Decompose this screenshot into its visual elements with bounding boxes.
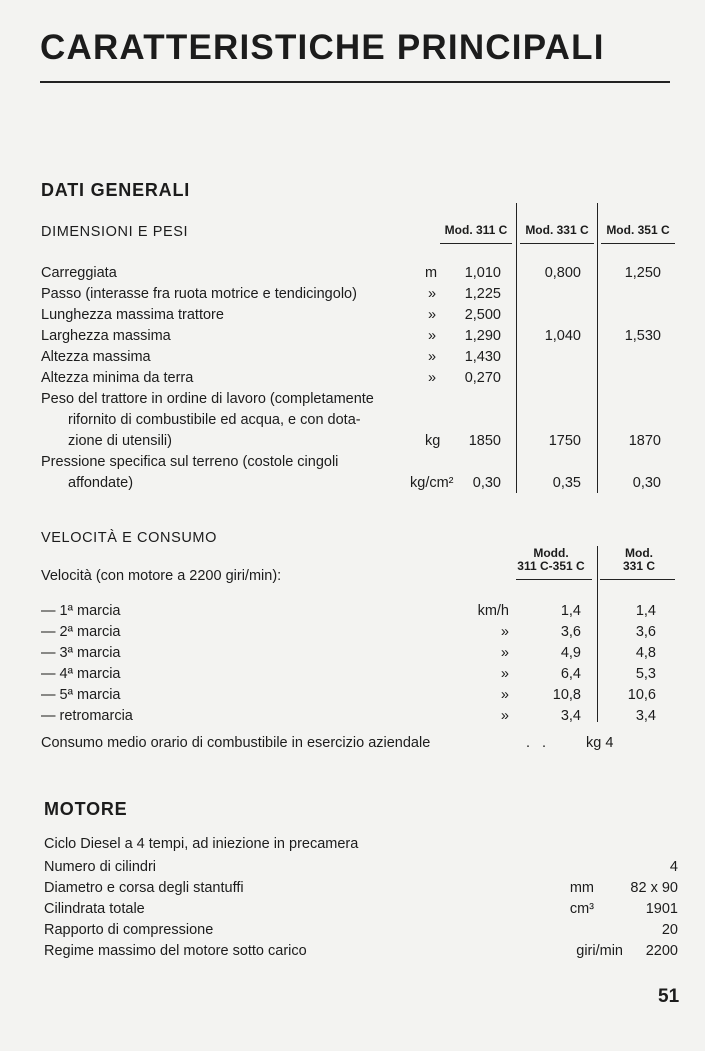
table-row xyxy=(41,643,475,663)
motore-intro: Ciclo Diesel a 4 tempi, ad iniezione in precamera xyxy=(44,836,359,852)
velocita-subheading: Velocità (con motore a 2200 giri/min): xyxy=(41,568,282,584)
dot-leader xyxy=(217,920,548,940)
dot-leader xyxy=(155,347,410,367)
column-divider xyxy=(516,203,517,493)
dot-leader xyxy=(125,622,472,642)
cell-value: 0,270 xyxy=(464,370,501,386)
row-label: Lunghezza massima trattore xyxy=(41,307,224,323)
table-row xyxy=(41,326,414,346)
row-unit: giri/min xyxy=(576,943,623,959)
dot-leader xyxy=(125,685,472,705)
row-unit: » xyxy=(500,687,509,703)
consumo-value: kg 4 xyxy=(586,735,614,751)
dot-leader xyxy=(248,878,548,898)
column-header-rule xyxy=(520,243,594,244)
column-header-rule xyxy=(516,579,592,580)
row-label: rifornito di combustibile ed acqua, e con dota- xyxy=(68,412,361,428)
cell-value: 1,530 xyxy=(624,328,661,344)
dot-leader xyxy=(125,643,472,663)
table-row xyxy=(41,347,414,367)
table-row xyxy=(41,452,414,472)
row-unit: » xyxy=(428,307,437,323)
column-header-rule xyxy=(601,243,675,244)
consumo-leader: . . xyxy=(526,735,551,751)
cell-value: 4,9 xyxy=(560,645,581,661)
row-label: Altezza minima da terra xyxy=(41,370,194,386)
table-row xyxy=(44,941,552,961)
cell-value: 1,250 xyxy=(624,265,661,281)
cell-value: 1,225 xyxy=(464,286,501,302)
table-row xyxy=(44,899,552,919)
row-unit: » xyxy=(500,708,509,724)
column-divider xyxy=(597,203,598,493)
row-unit: » xyxy=(500,645,509,661)
table-row xyxy=(41,601,475,621)
cell-value: 6,4 xyxy=(560,666,581,682)
cell-value: 10,8 xyxy=(552,687,581,703)
row-unit: » xyxy=(428,349,437,365)
subsection-heading-velocita: VELOCITÀ E CONSUMO xyxy=(41,530,217,546)
row-label: Altezza massima xyxy=(41,349,151,365)
cell-value: 1850 xyxy=(468,433,501,449)
cell-value: 1,4 xyxy=(635,603,656,619)
table-row xyxy=(41,706,475,726)
row-label: Larghezza massima xyxy=(41,328,171,344)
consumo-label: Consumo medio orario di combustibile in esercizio aziendale xyxy=(41,735,431,751)
dot-leader xyxy=(176,431,410,451)
row-label: Rapporto di compressione xyxy=(44,922,214,938)
table-row xyxy=(41,664,475,684)
page-number: 51 xyxy=(658,986,680,1007)
column-header: Modd. xyxy=(533,546,569,560)
row-unit: m xyxy=(425,265,438,281)
cell-value: 1,010 xyxy=(464,265,501,281)
cell-value: 3,4 xyxy=(635,708,656,724)
cell-value: 1,040 xyxy=(544,328,581,344)
page-title: CARATTERISTICHE PRINCIPALI xyxy=(40,28,605,67)
cell-value: 3,6 xyxy=(560,624,581,640)
column-header: 311 C-351 C xyxy=(517,559,585,573)
row-unit: » xyxy=(500,624,509,640)
cell-value: 0,35 xyxy=(552,475,581,491)
column-header: Mod. xyxy=(625,546,653,560)
cell-value: 4,8 xyxy=(635,645,656,661)
row-unit: cm³ xyxy=(569,901,594,917)
dot-leader xyxy=(175,326,410,346)
column-header: 331 C xyxy=(622,559,656,573)
table-row xyxy=(41,305,414,325)
row-unit: » xyxy=(428,370,437,386)
section-heading-dati-generali: DATI GENERALI xyxy=(41,180,191,200)
row-unit: kg/cm² xyxy=(410,475,454,491)
row-unit: » xyxy=(500,666,509,682)
column-divider xyxy=(597,546,598,722)
row-label: — 3ª marcia xyxy=(41,645,121,661)
table-row xyxy=(44,920,552,940)
cell-value: 0,30 xyxy=(472,475,501,491)
subsection-heading-dimensioni: DIMENSIONI E PESI xyxy=(41,224,189,240)
table-row xyxy=(41,685,475,705)
table-row xyxy=(44,878,552,898)
row-unit: » xyxy=(428,328,437,344)
cell-value: 1901 xyxy=(645,901,678,917)
row-label: Cilindrata totale xyxy=(44,901,145,917)
row-unit: mm xyxy=(569,880,594,896)
row-label: Carreggiata xyxy=(41,265,117,281)
table-row xyxy=(41,368,414,388)
row-label: Regime massimo del motore sotto carico xyxy=(44,943,307,959)
row-label: Numero di cilindri xyxy=(44,859,157,875)
dot-leader xyxy=(149,899,548,919)
row-label: Diametro e corsa degli stantuffi xyxy=(44,880,244,896)
cell-value: 3,6 xyxy=(635,624,656,640)
row-label: affondate) xyxy=(68,475,134,491)
cell-value: 3,4 xyxy=(560,708,581,724)
cell-value: 2200 xyxy=(645,943,678,959)
table-row xyxy=(41,622,475,642)
cell-value: 1,430 xyxy=(464,349,501,365)
cell-value: 1,290 xyxy=(464,328,501,344)
cell-value: 5,3 xyxy=(635,666,656,682)
cell-value: 1870 xyxy=(628,433,661,449)
dot-leader xyxy=(125,601,472,621)
cell-value: 10,6 xyxy=(627,687,656,703)
table-row xyxy=(44,857,552,877)
cell-value: 0,800 xyxy=(544,265,581,281)
row-unit: » xyxy=(428,286,437,302)
section-heading-motore: MOTORE xyxy=(44,799,128,819)
row-label: Pressione specifica sul terreno (costole cingoli xyxy=(41,454,339,470)
row-label: — 2ª marcia xyxy=(41,624,121,640)
column-header: Mod. 311 C xyxy=(444,223,508,237)
title-rule xyxy=(40,81,670,83)
column-header-rule xyxy=(600,579,675,580)
dot-leader xyxy=(137,473,410,493)
cell-value: 1,4 xyxy=(560,603,581,619)
cell-value: 1750 xyxy=(548,433,581,449)
cell-value: 20 xyxy=(661,922,678,938)
table-row xyxy=(68,410,414,430)
column-header-rule xyxy=(440,243,512,244)
column-header: Mod. 351 C xyxy=(606,223,670,237)
table-row xyxy=(41,389,414,409)
row-label: — 1ª marcia xyxy=(41,603,121,619)
cell-value: 82 x 90 xyxy=(630,880,678,896)
dot-leader xyxy=(160,857,548,877)
dot-leader xyxy=(121,263,410,283)
row-label: — retromarcia xyxy=(41,708,133,724)
column-header: Mod. 331 C xyxy=(525,223,589,237)
dot-leader xyxy=(137,706,471,726)
cell-value: 4 xyxy=(669,859,678,875)
row-label: — 4ª marcia xyxy=(41,666,121,682)
row-label: — 5ª marcia xyxy=(41,687,121,703)
table-row xyxy=(41,263,414,283)
cell-value: 2,500 xyxy=(464,307,501,323)
row-label: Passo (interasse fra ruota motrice e tendicingolo) xyxy=(41,286,357,302)
dot-leader xyxy=(197,368,410,388)
row-unit: kg xyxy=(425,433,441,449)
dot-leader xyxy=(228,305,410,325)
table-row xyxy=(41,284,414,304)
table-row xyxy=(68,473,414,493)
cell-value: 0,30 xyxy=(632,475,661,491)
dot-leader xyxy=(125,664,472,684)
table-row xyxy=(68,431,414,451)
row-unit: km/h xyxy=(477,603,509,619)
row-label: zione di utensili) xyxy=(68,433,172,449)
row-label: Peso del trattore in ordine di lavoro (completamente xyxy=(41,391,374,407)
dot-leader xyxy=(311,941,548,961)
